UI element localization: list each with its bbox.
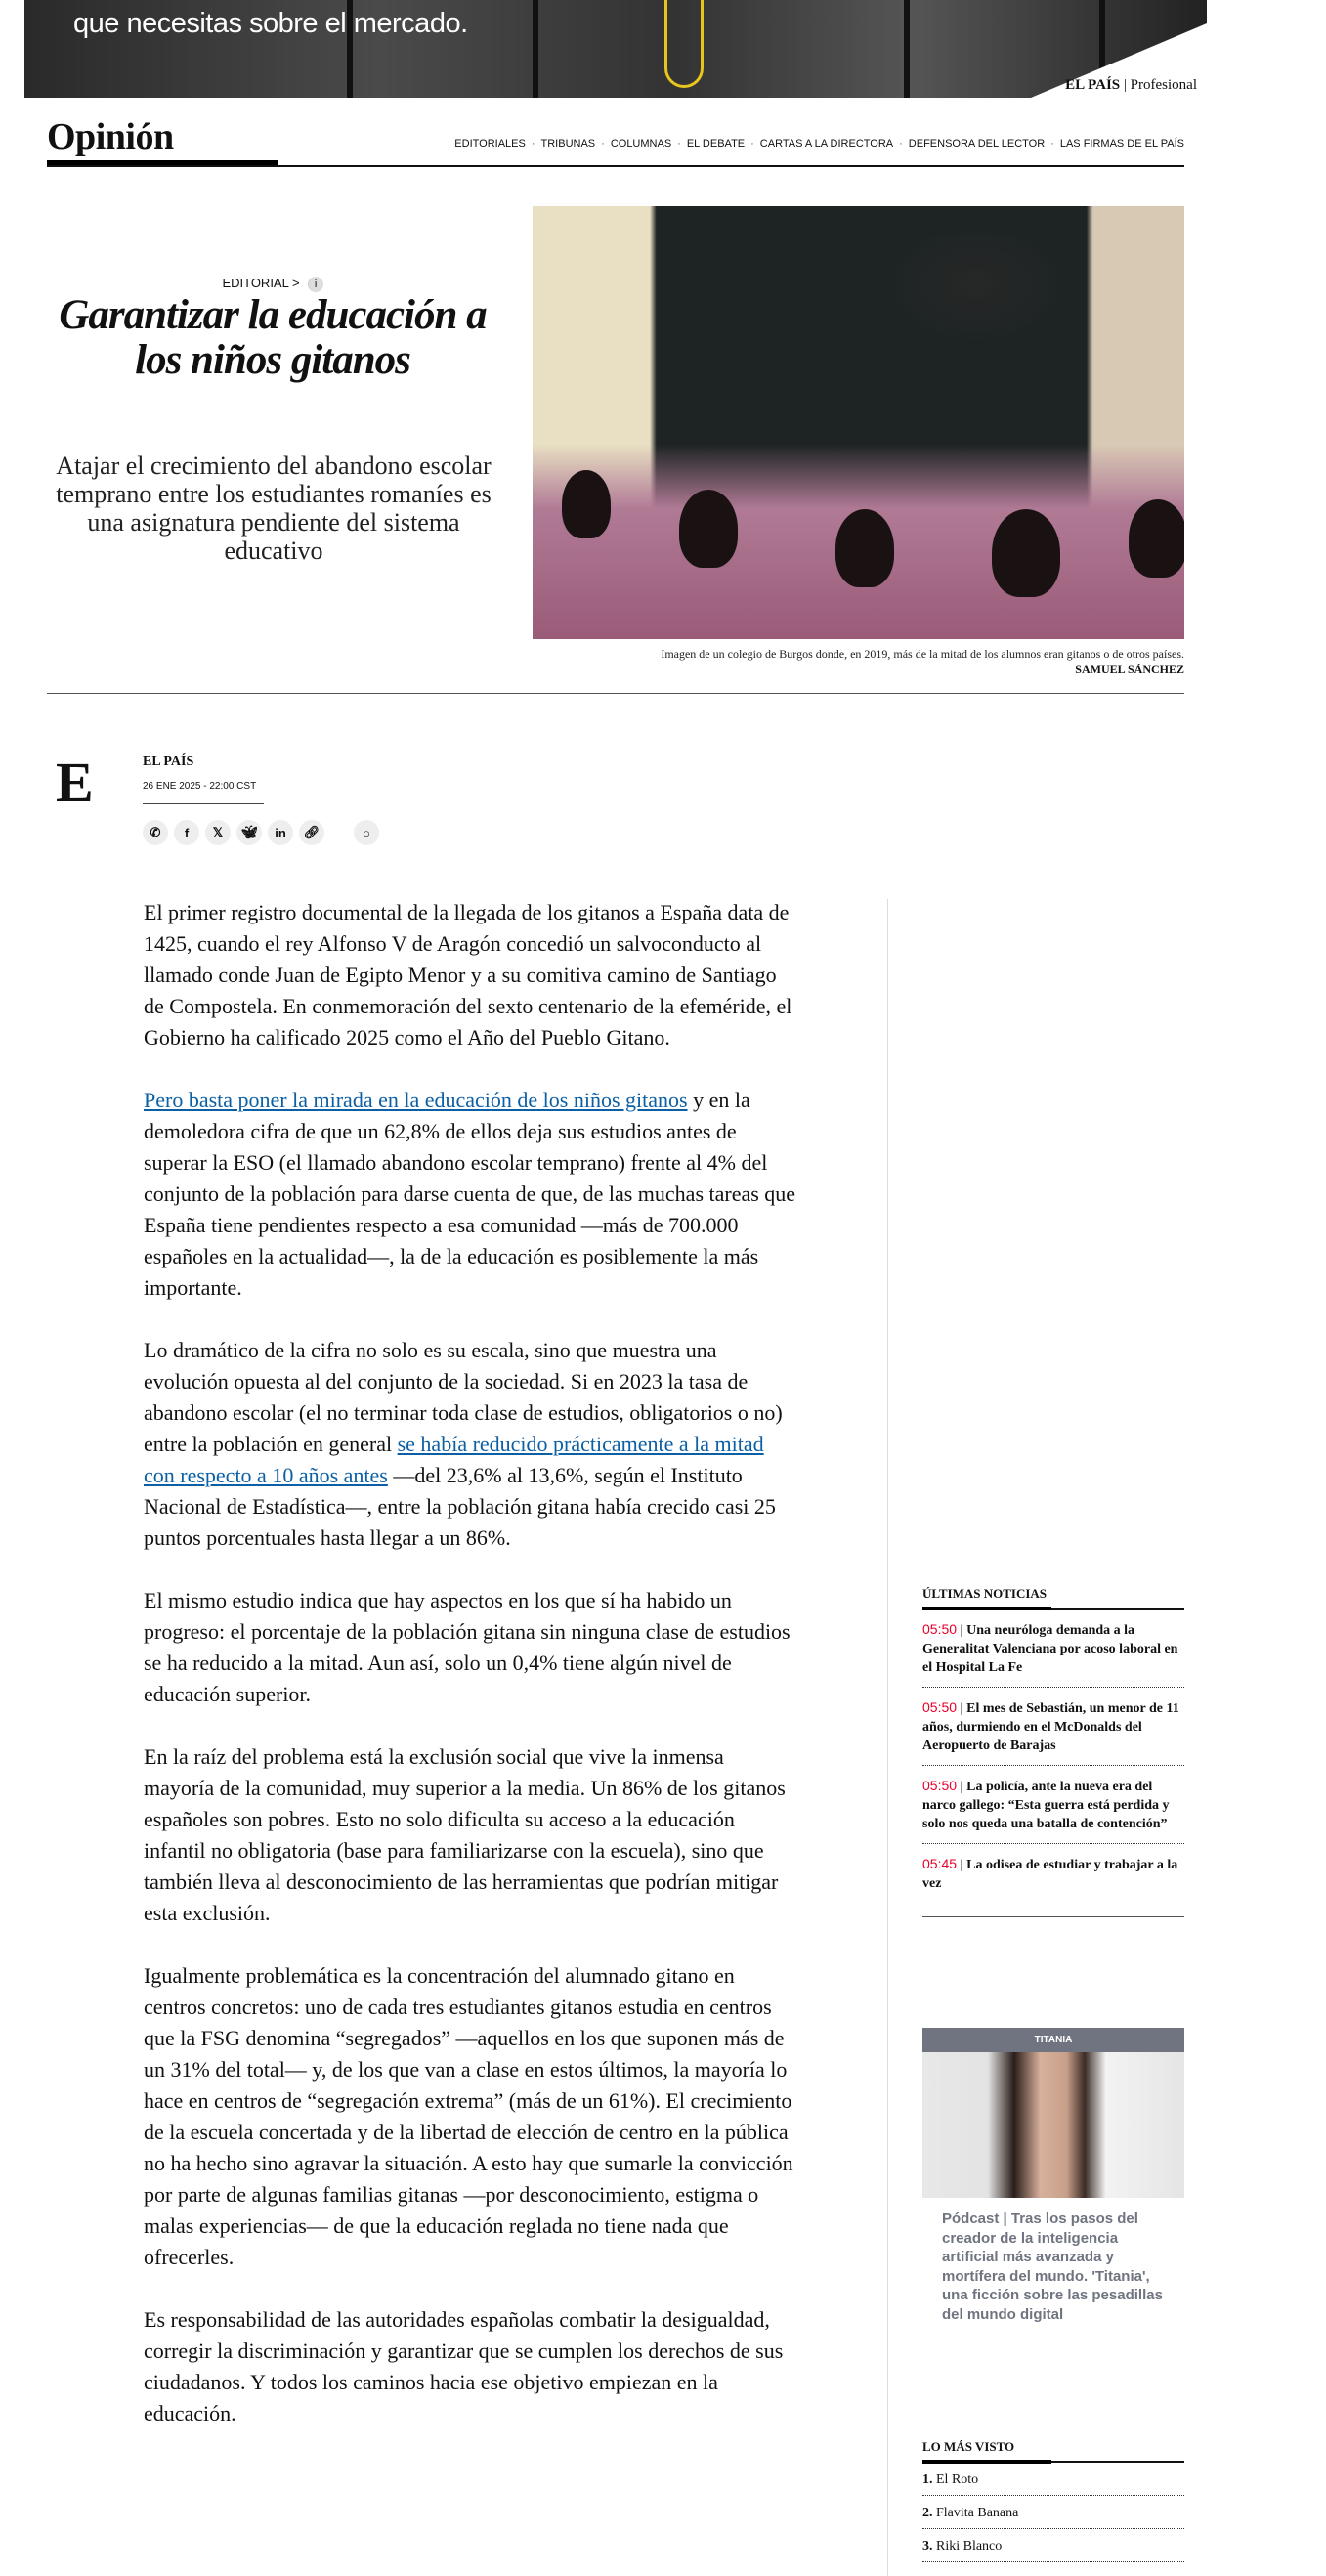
article-kicker (47, 276, 498, 292)
author-name[interactable]: EL PAÍS (143, 754, 194, 769)
inline-link[interactable]: Pero basta poner la mirada en la educación de los niños gitanos (144, 1088, 688, 1112)
share-bar (143, 820, 379, 845)
news-item[interactable]: 05:50 | El mes de Sebastián, un menor de 11 años, durmiendo en el McDonalds del Aeropuerto de Barajas (922, 1688, 1184, 1766)
ad-decoration (664, 0, 704, 88)
nav-tribunas[interactable]: TRIBUNAS (540, 138, 596, 150)
most-viewed (922, 2439, 1184, 2562)
promo-image (922, 2052, 1184, 2198)
paragraph: Es responsabilidad de las autoridades españolas combatir la desigualdad, corregir la discriminación y garantizar que se cumplen los derechos de sus ciudadanos. Y todos los caminos hacia ese objetivo empiezan en la educación. (144, 2307, 784, 2426)
nav-cartas[interactable]: CARTAS A LA DIRECTORA (759, 138, 894, 150)
promo-text[interactable]: Pódcast | Tras los pasos del creador de la inteligencia artificial más avanzada y mortífera del mundo. 'Titania', una ficción sobre las pesadillas del mundo digital (942, 2211, 1163, 2323)
nav-el-debate[interactable]: EL DEBATE (686, 138, 746, 150)
info-icon[interactable]: i (308, 277, 323, 292)
image-caption: Imagen de un colegio de Burgos donde, en 2019, más de la mitad de los alumnos eran gitanos o de otros países. (661, 647, 1184, 661)
advertisement-banner[interactable] (24, 0, 1207, 98)
article-body (144, 897, 798, 2461)
news-item[interactable]: 05:50 | La policía, ante la nueva era del narco gallego: “Esta guerra está perdida y solo nos queda una batalla de contención” (922, 1766, 1184, 1844)
section-nav: EDITORIALES · TRIBUNAS · COLUMNAS · EL DEBATE · CARTAS A LA DIRECTORA · DEFENSORA DEL LECTOR · LAS FIRMAS DE EL PAÍS (454, 138, 1184, 150)
byline-divider (143, 803, 264, 804)
kicker-link[interactable]: EDITORIAL > (222, 276, 300, 290)
paragraph: Pero basta poner la mirada en la educación de los niños gitanos y en la demoledora cifra de que un 62,8% de ellos deja sus estudios antes de superar la ESO (el llamado abandono escolar temprano) frente al 4% del conjunto de la población para darse cuenta de que, de las muchas tareas que España tiene pendientes respecto a esa comunidad —más de 700.000 españoles en la actualidad—, la de la educación es posiblemente la más importante. (144, 1088, 796, 1300)
most-viewed-item[interactable]: 1. El Roto (922, 2463, 1184, 2496)
whatsapp-icon[interactable]: ✆ (143, 820, 168, 845)
author-logo: E (56, 751, 94, 814)
facebook-icon[interactable]: f (174, 820, 199, 845)
hero-divider (47, 693, 1184, 694)
news-item[interactable]: 05:45 | La odisea de estudiar y trabajar a la vez (922, 1844, 1184, 1917)
paragraph: El primer registro documental de la llegada de los gitanos a España data de 1425, cuando el rey Alfonso V de Aragón concedió un salvoconducto al llamado conde Juan de Egipto Menor y a su comitiva camino de Santiago de Compostela. En conmemoración del sexto centenario de la efeméride, el Gobierno ha calificado 2025 como el Año del Pueblo Gitano. (144, 900, 792, 1050)
nav-defensora[interactable]: DEFENSORA DEL LECTOR (908, 138, 1046, 150)
most-viewed-item[interactable]: 2. Flavita Banana (922, 2496, 1184, 2529)
link-icon[interactable]: 🔗︎ (299, 820, 324, 845)
comment-icon[interactable]: ○ (354, 820, 379, 845)
promo-card[interactable] (922, 2028, 1184, 2324)
paragraph: El mismo estudio indica que hay aspectos en los que sí ha habido un progreso: el porcentaje de la población gitana sin ninguna clase de estudios se ha reducido a la mitad. Aun así, solo un 0,4% tiene algún nivel de educación superior. (144, 1588, 791, 1706)
window-frame (533, 0, 538, 98)
linkedin-icon[interactable]: in (268, 820, 293, 845)
section-title[interactable]: Opinión (47, 116, 174, 157)
hero-image[interactable] (533, 206, 1184, 639)
ad-text: que necesitas sobre el mercado. (73, 8, 468, 39)
bluesky-icon[interactable]: 🦋︎ (236, 820, 262, 845)
most-viewed-title: LO MÁS VISTO (922, 2439, 1184, 2463)
inline-link[interactable]: se había reducido prácticamente a la mitad con respecto a 10 años antes (144, 1432, 764, 1487)
paragraph: Igualmente problemática es la concentración del alumnado gitano en centros concretos: uno de cada tres estudiantes gitanos estudia en centros que la FSG denomina “segregados” —aquellos en los que suponen más de un 31% del total— y, de los que van a clase en estos últimos, la mayoría lo hace en centros de “segregación extrema” (más de un 61%). El crecimiento de la escuela concertada y de la libertad de elección de centro en la pública no ha hecho sino agravar la situación. A esto hay que sumarle la convicción por parte de algunas familias gitanas —por desconocimiento, estigma o malas experiencias— de que la educación reglada no tiene nada que ofrecerles. (144, 1963, 793, 2269)
latest-news-title: ÚLTIMAS NOTICIAS (922, 1586, 1184, 1610)
article-headline: Garantizar la educación a los niños gitanos (59, 292, 487, 383)
ad-logo: EL PAÍS | Profesional (1065, 77, 1197, 93)
nav-firmas[interactable]: LAS FIRMAS DE EL PAÍS (1059, 138, 1184, 150)
publish-date: 26 ENE 2025 - 22:00 CST (143, 781, 257, 792)
paragraph: En la raíz del problema está la exclusión social que vive la inmensa mayoría de la comunidad, muy superior a la media. Un 86% de los gitanos españoles son pobres. Esto no solo dificulta su acceso a la educación infantil no obligatoria (base para familiarizarse con la escuela), sino que también lleva al desconocimiento de las herramientas que podrían mitigar esta exclusión. (144, 1744, 786, 1925)
paragraph: Lo dramático de la cifra no solo es su escala, sino que muestra una evolución opuesta al del conjunto de la sociedad. Si en 2023 la tasa de abandono escolar (el no terminar toda clase de estudios, obligatorios o no) entre la población en general se había reducido prácticamente a la mitad con respecto a 10 años antes —del 23,6% al 13,6%, según el Instituto Nacional de Estadística—, entre la población gitana había crecido casi 25 puntos porcentuales hasta llegar a un 86%. (144, 1338, 783, 1550)
article-subtitle: Atajar el crecimiento del abandono escolar temprano entre los estudiantes romaníes es una asignatura pendiente del sistema educativo (56, 451, 492, 565)
image-credit: SAMUEL SÁNCHEZ (1075, 663, 1184, 676)
latest-news (922, 1586, 1184, 1917)
nav-columnas[interactable]: COLUMNAS (610, 138, 672, 150)
section-divider (47, 165, 1184, 167)
news-item[interactable]: 05:50 | Una neuróloga demanda a la Generalitat Valenciana por acoso laboral en el Hospital La Fe (922, 1610, 1184, 1688)
column-divider (887, 899, 888, 2576)
promo-label: TITANIA (922, 2028, 1184, 2052)
most-viewed-item[interactable]: 3. Riki Blanco (922, 2529, 1184, 2562)
nav-editoriales[interactable]: EDITORIALES (454, 138, 526, 150)
window-frame (904, 0, 910, 98)
x-icon[interactable]: 𝕏 (205, 820, 231, 845)
